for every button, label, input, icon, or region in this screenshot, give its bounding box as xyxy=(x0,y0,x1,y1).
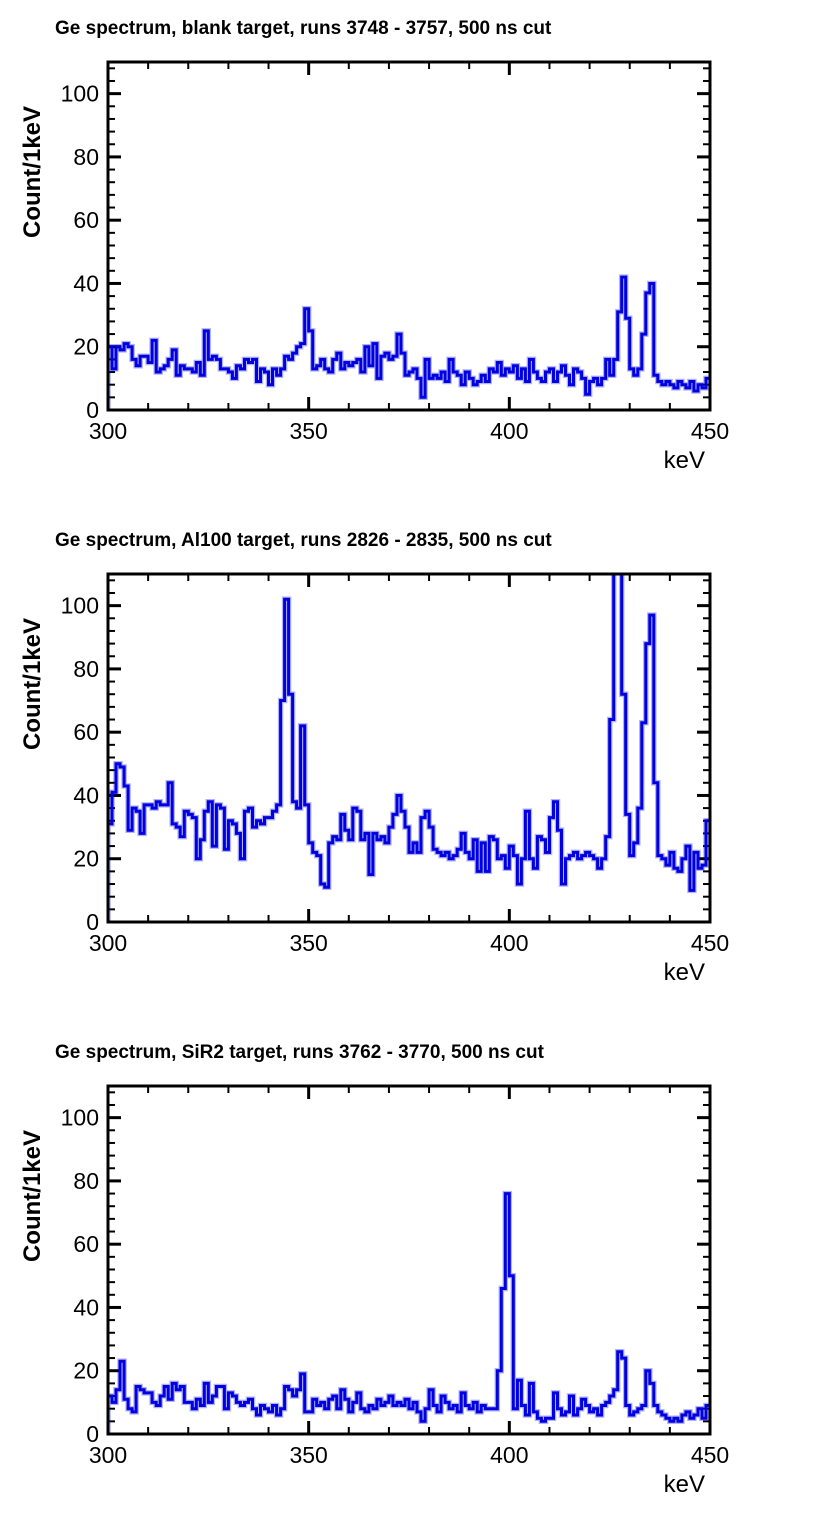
chart-title-al100: Ge spectrum, Al100 target, runs 2826 - 2835, 500 ns cut xyxy=(55,530,552,551)
x-tick-label: 450 xyxy=(690,418,730,444)
x-axis-label: keV xyxy=(663,447,705,474)
y-tick-label: 0 xyxy=(86,1421,99,1447)
y-tick-label: 60 xyxy=(73,719,99,746)
y-tick-label: 0 xyxy=(86,397,99,423)
x-tick-label: 300 xyxy=(88,418,128,444)
ge-spectrum-blank-chart xyxy=(0,0,835,512)
chart-panel-al100-target xyxy=(0,512,835,1024)
y-axis-label: Count/1keV xyxy=(19,1129,46,1262)
histogram-halo xyxy=(108,561,710,922)
x-tick-label: 400 xyxy=(490,1442,529,1468)
x-tick-label: 400 xyxy=(490,930,529,956)
ge-spectrum-sir2-chart xyxy=(0,1024,835,1536)
y-tick-label: 100 xyxy=(60,592,99,619)
y-tick-label: 20 xyxy=(73,845,99,872)
y-tick-label: 80 xyxy=(73,143,99,170)
x-tick-label: 350 xyxy=(289,418,328,444)
x-axis-label: keV xyxy=(663,959,705,986)
y-tick-label: 20 xyxy=(73,1357,99,1384)
ge-spectrum-al100-chart xyxy=(0,512,835,1024)
histogram-halo xyxy=(108,277,710,410)
x-tick-label: 350 xyxy=(289,1442,328,1468)
x-axis-label: keV xyxy=(663,1471,705,1498)
y-tick-label: 60 xyxy=(73,1231,99,1258)
y-tick-label: 40 xyxy=(73,782,99,809)
y-axis-label: Count/1keV xyxy=(19,105,46,238)
y-tick-label: 80 xyxy=(73,655,99,682)
chart-title-blank: Ge spectrum, blank target, runs 3748 - 3757, 500 ns cut xyxy=(55,18,552,39)
y-tick-label: 40 xyxy=(73,270,99,297)
x-tick-label: 400 xyxy=(490,418,529,444)
y-tick-label: 60 xyxy=(73,207,99,234)
x-tick-label: 450 xyxy=(690,1442,730,1468)
y-tick-label: 80 xyxy=(73,1167,99,1194)
chart-panel-blank-target xyxy=(0,0,835,512)
y-axis-label: Count/1keV xyxy=(19,617,46,750)
y-tick-label: 0 xyxy=(86,909,99,935)
x-tick-label: 450 xyxy=(690,930,730,956)
y-tick-label: 20 xyxy=(73,333,99,360)
y-tick-label: 100 xyxy=(60,1104,99,1131)
chart-title-sir2: Ge spectrum, SiR2 target, runs 3762 - 3770, 500 ns cut xyxy=(55,1042,544,1063)
y-tick-label: 40 xyxy=(73,1294,99,1321)
x-tick-label: 300 xyxy=(88,1442,128,1468)
y-tick-label: 100 xyxy=(60,80,99,107)
histogram-line xyxy=(108,1194,710,1434)
x-tick-label: 350 xyxy=(289,930,328,956)
chart-panel-sir2-target xyxy=(0,1024,835,1536)
x-tick-label: 300 xyxy=(88,930,128,956)
